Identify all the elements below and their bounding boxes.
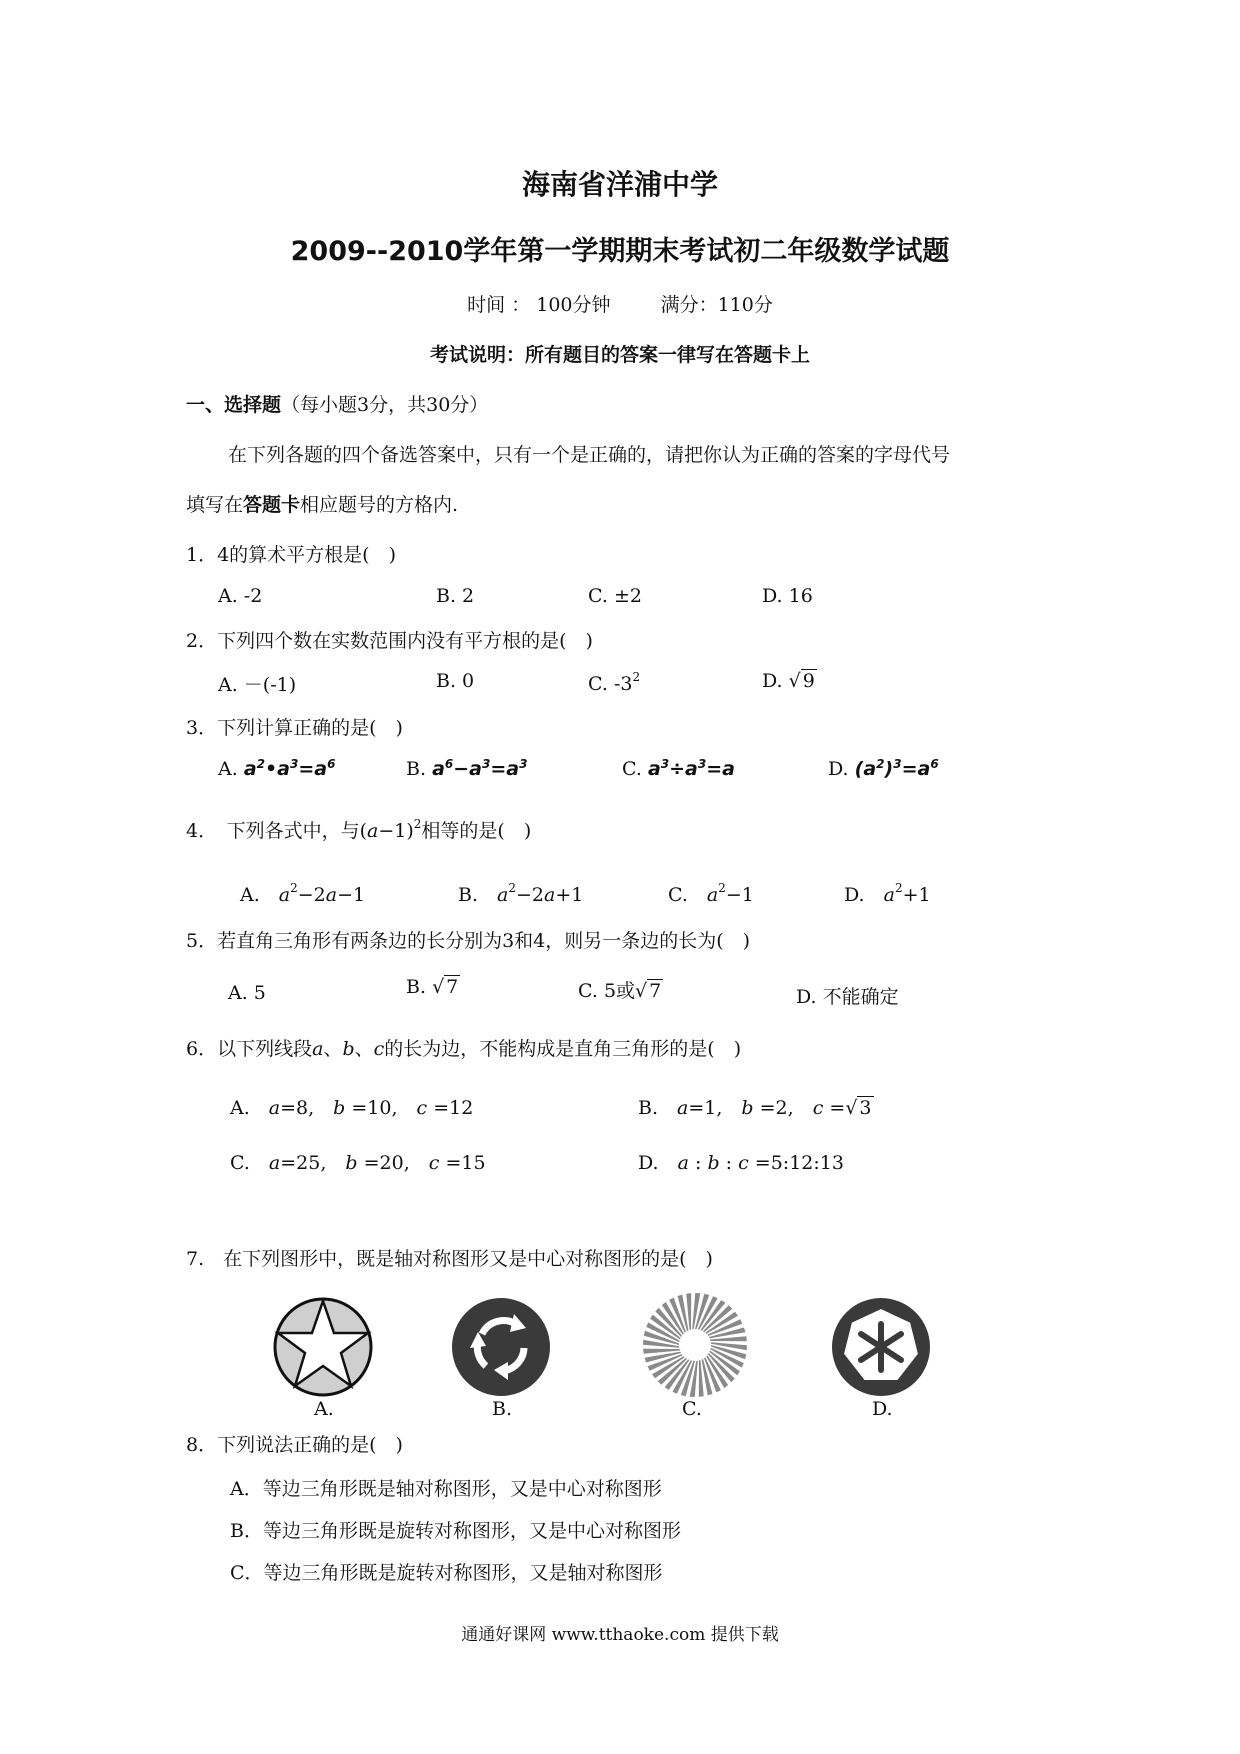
q6-stem: 6．以下列线段a、b、c的长为边，不能构成是直角三角形的是( ): [186, 1038, 742, 1060]
q3-a-label: A.: [218, 758, 238, 780]
figure-a-label: A.: [314, 1398, 334, 1420]
figure-c-label: C.: [682, 1398, 702, 1420]
q5-b-radicand: 7: [446, 976, 459, 998]
sqrt-icon: √ 7: [635, 980, 662, 1002]
q2-c-exponent: 2: [632, 670, 641, 684]
q4-c-label: C.: [668, 884, 688, 906]
q3-option-c: C. $a^3\div a^3=a$: [622, 757, 735, 780]
q2-d-radicand: 9: [802, 670, 815, 692]
q6-c-label: C.: [230, 1152, 250, 1174]
q2-stem: 2．下列四个数在实数范围内没有平方根的是( ): [186, 630, 593, 652]
figure-c-radial-rays-icon: [640, 1290, 750, 1400]
q4-option-c: C. $a^2-1$: [668, 881, 754, 906]
q1-stem: 1．4的算术平方根是( ): [186, 544, 397, 566]
instr-answer-card: 答题卡: [243, 494, 301, 516]
q6-option-a: A. a=8, b =10, c =12: [230, 1097, 474, 1119]
exam-score: 满分：110分: [660, 294, 773, 316]
q1-option-a: A. -2: [218, 585, 263, 607]
q2-option-a: A. －(-1): [218, 674, 297, 696]
figure-a-star-circle-icon: [272, 1296, 374, 1398]
ray-segment: [692, 1293, 700, 1329]
instr-part-1: 填写在: [186, 494, 244, 516]
q2-d-label: D.: [762, 670, 783, 692]
q8-option-b: B．等边三角形既是旋转对称图形，又是中心对称图形: [230, 1520, 681, 1542]
q4-stem-pre: 4． 下列各式中，与: [186, 820, 360, 842]
q5-c-radicand: 7: [649, 980, 662, 1002]
q8-option-c: C．等边三角形既是旋转对称图形，又是轴对称图形: [230, 1562, 663, 1584]
q3-d-label: D.: [828, 758, 849, 780]
q6-a-label: A.: [230, 1097, 250, 1119]
figure-b-recycle-arrows-icon: [450, 1296, 552, 1398]
q4-option-b: B. $a^2-2a+1$: [458, 881, 584, 906]
instr-part-3: 相应题号的方格内.: [300, 494, 459, 516]
q4-stem: 4． 下列各式中，与$(a-1)^2$相等的是( ): [186, 817, 532, 842]
sqrt-icon: √ 7: [432, 976, 459, 998]
q5-b-label: B.: [406, 976, 427, 998]
q1-option-b: B. 2: [436, 585, 475, 607]
ray-segment: [643, 1340, 679, 1348]
instruction-line-1: 在下列各题的四个备选答案中，只有一个是正确的，请把你认为正确的答案的字母代号: [228, 444, 951, 466]
q4-option-a: A. $a^2-2a-1$: [240, 881, 366, 906]
q5-option-c: [578, 976, 663, 1003]
q1-option-d: D. 16: [762, 585, 813, 607]
q6-stem-pre: 6．以下列线段: [186, 1038, 313, 1060]
q5-c-pre: C. 5或: [578, 980, 636, 1002]
figure-d-label: D.: [872, 1398, 893, 1420]
section-heading: [186, 390, 488, 417]
q3-option-b: B. $a^6-a^3=a^3$: [406, 757, 528, 780]
ray-segment: [711, 1342, 747, 1350]
q4-option-d: D. $a^2+1$: [844, 881, 931, 906]
instruction-line-2: [186, 490, 458, 517]
q3-option-a: A. $a^2•a^3=a^6$: [218, 757, 336, 780]
figure-b-label: B.: [492, 1398, 513, 1420]
q1-option-c: C. ±2: [588, 585, 642, 607]
ray-segment: [690, 1361, 698, 1397]
sqrt-icon: √ 9: [788, 670, 815, 692]
section-scoring: （每小题3分，共30分）: [281, 394, 489, 416]
q4-a-label: A.: [240, 884, 260, 906]
q6-option-b: B. a=1, b =2, c =√ 3: [638, 1097, 872, 1119]
q6-option-c: C. a=25, b =20, c =15: [230, 1152, 486, 1174]
q4-d-label: D.: [844, 884, 865, 906]
q4-b-label: B.: [458, 884, 479, 906]
q2-option-b: B. 0: [436, 670, 475, 692]
q5-option-a: A. 5: [228, 982, 266, 1004]
exam-meta: [0, 290, 1240, 317]
figure-d-asterisk-heptagon-icon: [830, 1296, 932, 1398]
q2-option-d: [762, 670, 817, 692]
exam-note: 考试说明：所有题目的答案一律写在答题卡上: [429, 344, 810, 366]
q3-b-label: B.: [406, 758, 427, 780]
q2-option-c: [588, 670, 640, 695]
q8-stem: 8．下列说法正确的是( ): [186, 1434, 403, 1456]
q6-d-label: D.: [638, 1152, 659, 1174]
exam-time: 时间 ： 100分钟: [467, 294, 611, 316]
q6-b-label: B.: [638, 1097, 659, 1119]
exam-title: 2009--2010学年第一学期期末考试初二年级数学试题: [290, 236, 950, 267]
school-title: 海南省洋浦中学: [521, 168, 718, 201]
q2-c-base: C. -3: [588, 673, 633, 695]
q6-option-d: D. a : b : c =5:12:13: [638, 1152, 844, 1174]
q8-option-a: A．等边三角形既是轴对称图形，又是中心对称图形: [230, 1478, 662, 1500]
q5-stem: 5．若直角三角形有两条边的长分别为3和4，则另一条边的长为( ): [186, 930, 751, 952]
q7-stem: 7. 在下列图形中，既是轴对称图形又是中心对称图形的是( ): [186, 1248, 713, 1270]
page-footer: 通通好课网 www.tthaoke.com 提供下载: [461, 1625, 779, 1645]
q4-stem-post: 相等的是( ): [421, 820, 532, 842]
q3-c-label: C.: [622, 758, 642, 780]
q6-stem-post: 的长为边，不能构成是直角三角形的是( ): [384, 1038, 742, 1060]
q5-option-b: [406, 976, 460, 998]
q5-option-d: D. 不能确定: [796, 986, 899, 1008]
q3-option-d: D. $(a^2)^3=a^6$: [828, 757, 939, 780]
q3-stem: 3．下列计算正确的是( ): [186, 717, 403, 739]
section-title: 一、选择题: [186, 394, 282, 416]
